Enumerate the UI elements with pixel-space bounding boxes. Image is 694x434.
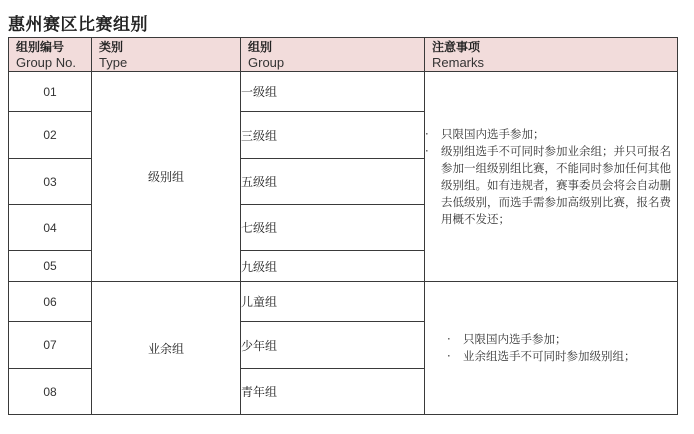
header-en: Group No. — [16, 55, 76, 70]
remark-text: 只限国内选手参加； — [463, 332, 567, 346]
header-cn: 组别 — [248, 40, 273, 54]
remark-text: 只限国内选手参加； — [441, 126, 545, 141]
header-cn: 注意事项 — [432, 40, 481, 54]
header-cn: 组别编号 — [16, 40, 65, 54]
group-number: 05 — [9, 251, 92, 282]
category-amateur: 业余组 — [92, 282, 241, 415]
table-row — [9, 72, 678, 112]
header-type — [92, 38, 241, 72]
header-remarks — [425, 38, 678, 72]
bullet-icon: · — [447, 349, 451, 363]
group-name: 五级组 — [241, 159, 425, 205]
group-number: 02 — [9, 112, 92, 159]
group-number: 04 — [9, 205, 92, 251]
group-table — [8, 37, 678, 415]
header-en: Group — [248, 55, 285, 70]
page-title: 惠州赛区比赛组别 — [8, 15, 148, 35]
group-name: 三级组 — [241, 112, 425, 159]
bullet-icon: · — [425, 143, 429, 158]
remark-item — [425, 143, 677, 228]
bullet-icon: · — [447, 332, 451, 346]
remarks-level — [425, 72, 678, 282]
header-cn: 类别 — [99, 40, 124, 54]
group-number: 08 — [9, 369, 92, 415]
group-name: 一级组 — [241, 72, 425, 112]
header-en: Remarks — [432, 55, 485, 70]
remark-item — [425, 126, 677, 143]
header-en: Type — [99, 55, 128, 70]
remarks-amateur — [425, 282, 678, 415]
group-name: 青年组 — [241, 369, 425, 415]
remark-text: 业余组选手不可同时参加级别组； — [463, 349, 636, 363]
remark-list — [447, 331, 677, 365]
remark-list — [425, 126, 677, 228]
header-group-no — [9, 38, 92, 72]
group-name: 儿童组 — [241, 282, 425, 322]
table-header-row — [9, 38, 678, 72]
group-number: 07 — [9, 322, 92, 369]
group-number: 03 — [9, 159, 92, 205]
group-number: 01 — [9, 72, 92, 112]
remark-item — [447, 331, 677, 348]
group-number: 06 — [9, 282, 92, 322]
header-group — [241, 38, 425, 72]
group-name: 九级组 — [241, 251, 425, 282]
category-level: 级别组 — [92, 72, 241, 282]
remark-item — [447, 348, 677, 365]
table-row — [9, 282, 678, 322]
group-name: 少年组 — [241, 322, 425, 369]
remark-text: 级别组选手不可同时参加业余组；并只可报名参加一组级别组比赛，不能同时参加任何其他级别组。如有违规者，赛事委员会将会自动删去低级别，而选手需参加高级别比赛，报名费用概不发还； — [441, 143, 671, 226]
group-name: 七级组 — [241, 205, 425, 251]
bullet-icon: · — [425, 126, 429, 141]
